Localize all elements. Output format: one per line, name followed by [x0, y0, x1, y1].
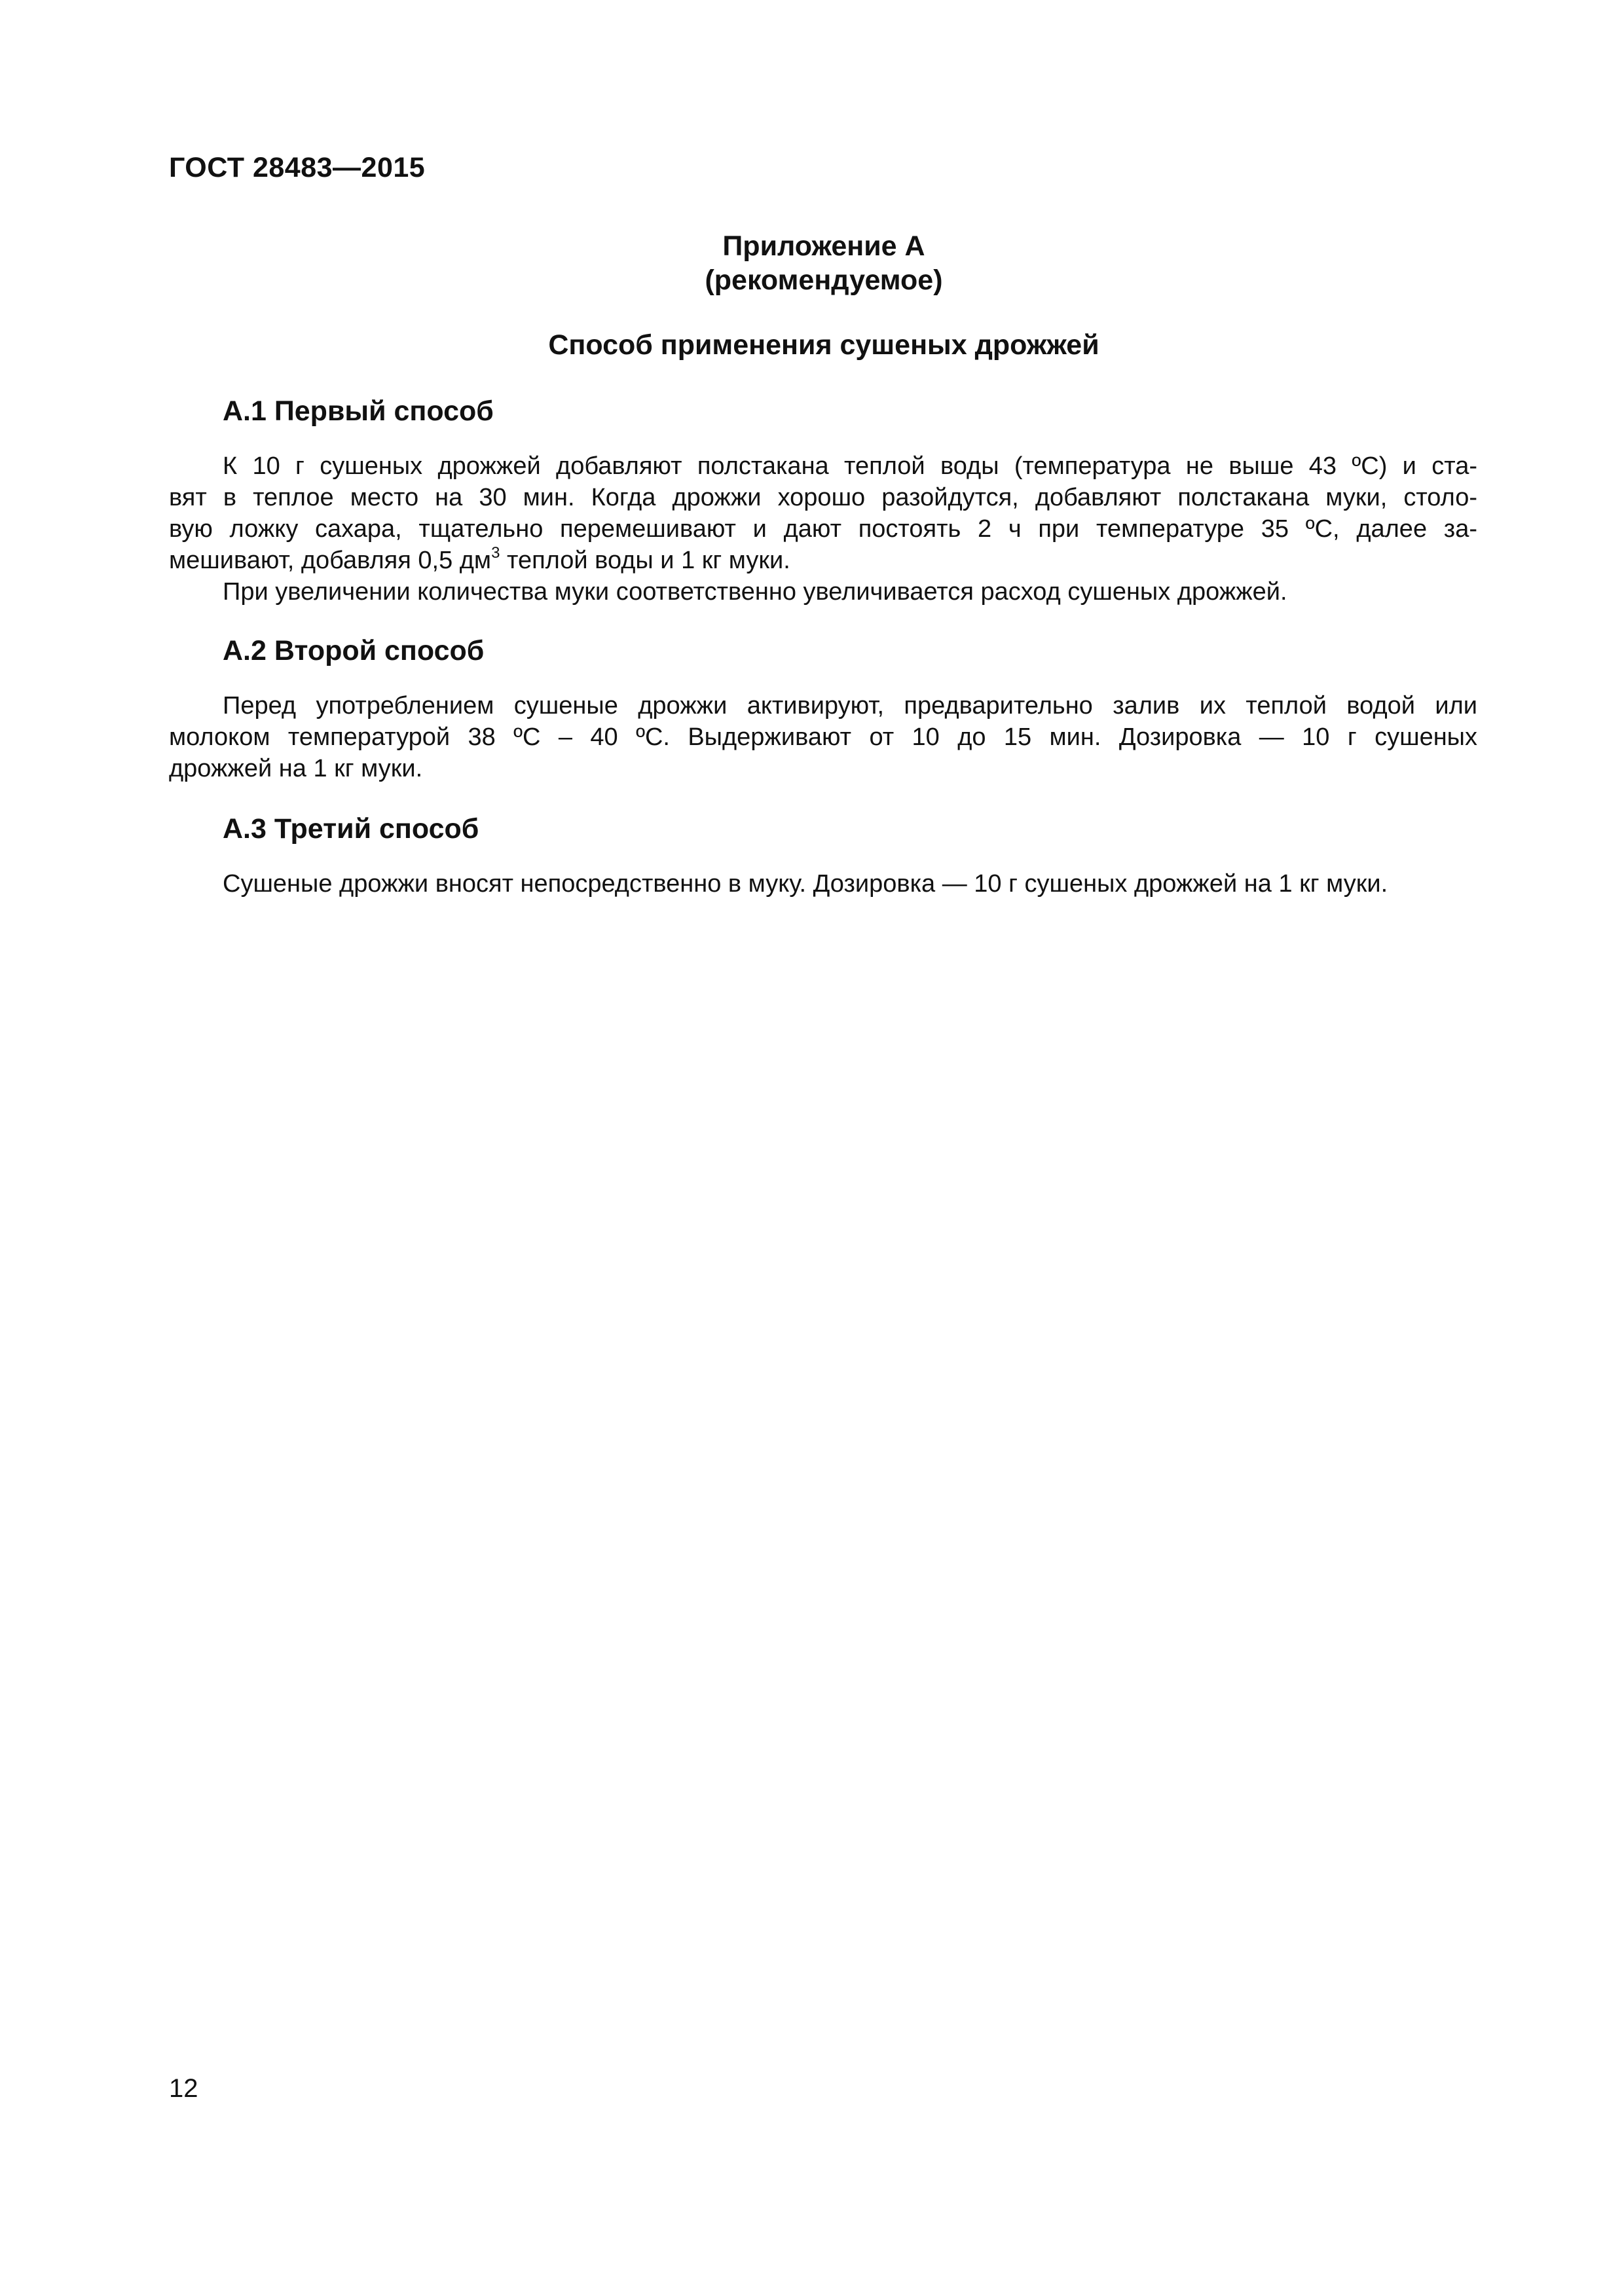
section-a2-paragraph-1	[169, 690, 1477, 784]
text-fragment: мешивают, добавляя 0,5 дм	[169, 547, 492, 574]
section-a3-paragraph-1	[169, 868, 1477, 900]
text-line: молоком температурой 38 ºС – 40 ºС. Выдерживают от 10 до 15 мин. Дозировка — 10 г сушеных	[169, 723, 1477, 751]
section-a1-paragraph-1	[169, 450, 1477, 576]
text-line	[169, 545, 1477, 576]
annex-status: (рекомендуемое)	[705, 264, 943, 296]
section-heading-a3: А.3 Третий способ	[223, 813, 479, 845]
text-line: Перед употреблением сушеные дрожжи активируют, предварительно залив их теплой водой или	[223, 692, 1477, 720]
annex-title: Приложение А	[722, 230, 925, 262]
text-fragment: теплой воды и 1 кг муки.	[500, 547, 790, 574]
section-heading-a2: А.2 Второй способ	[223, 635, 485, 666]
section-heading-a1: А.1 Первый способ	[223, 395, 494, 427]
text-line: Сушеные дрожжи вносят непосредственно в муку. Дозировка — 10 г сушеных дрожжей на 1 кг муки.	[223, 870, 1388, 898]
page-number: 12	[169, 2074, 198, 2103]
text-line: К 10 г сушеных дрожжей добавляют полстакана теплой воды (температура не выше 43 ºС) и ста-	[223, 452, 1477, 480]
text-line: При увеличении количества муки соответственно увеличивается расход сушеных дрожжей.	[223, 578, 1287, 606]
section-a1-paragraph-2	[169, 576, 1477, 608]
superscript: 3	[491, 544, 500, 562]
text-line: вую ложку сахара, тщательно перемешивают и дают постоять 2 ч при температуре 35 ºС, далее за-	[169, 515, 1477, 543]
annex-name: Способ применения сушеных дрожжей	[548, 329, 1099, 361]
text-line: дрожжей на 1 кг муки.	[169, 755, 423, 782]
text-line: вят в теплое место на 30 мин. Когда дрожжи хорошо разойдутся, добавляют полстакана муки, столо-	[169, 484, 1477, 511]
document-code: ГОСТ 28483—2015	[169, 152, 426, 183]
